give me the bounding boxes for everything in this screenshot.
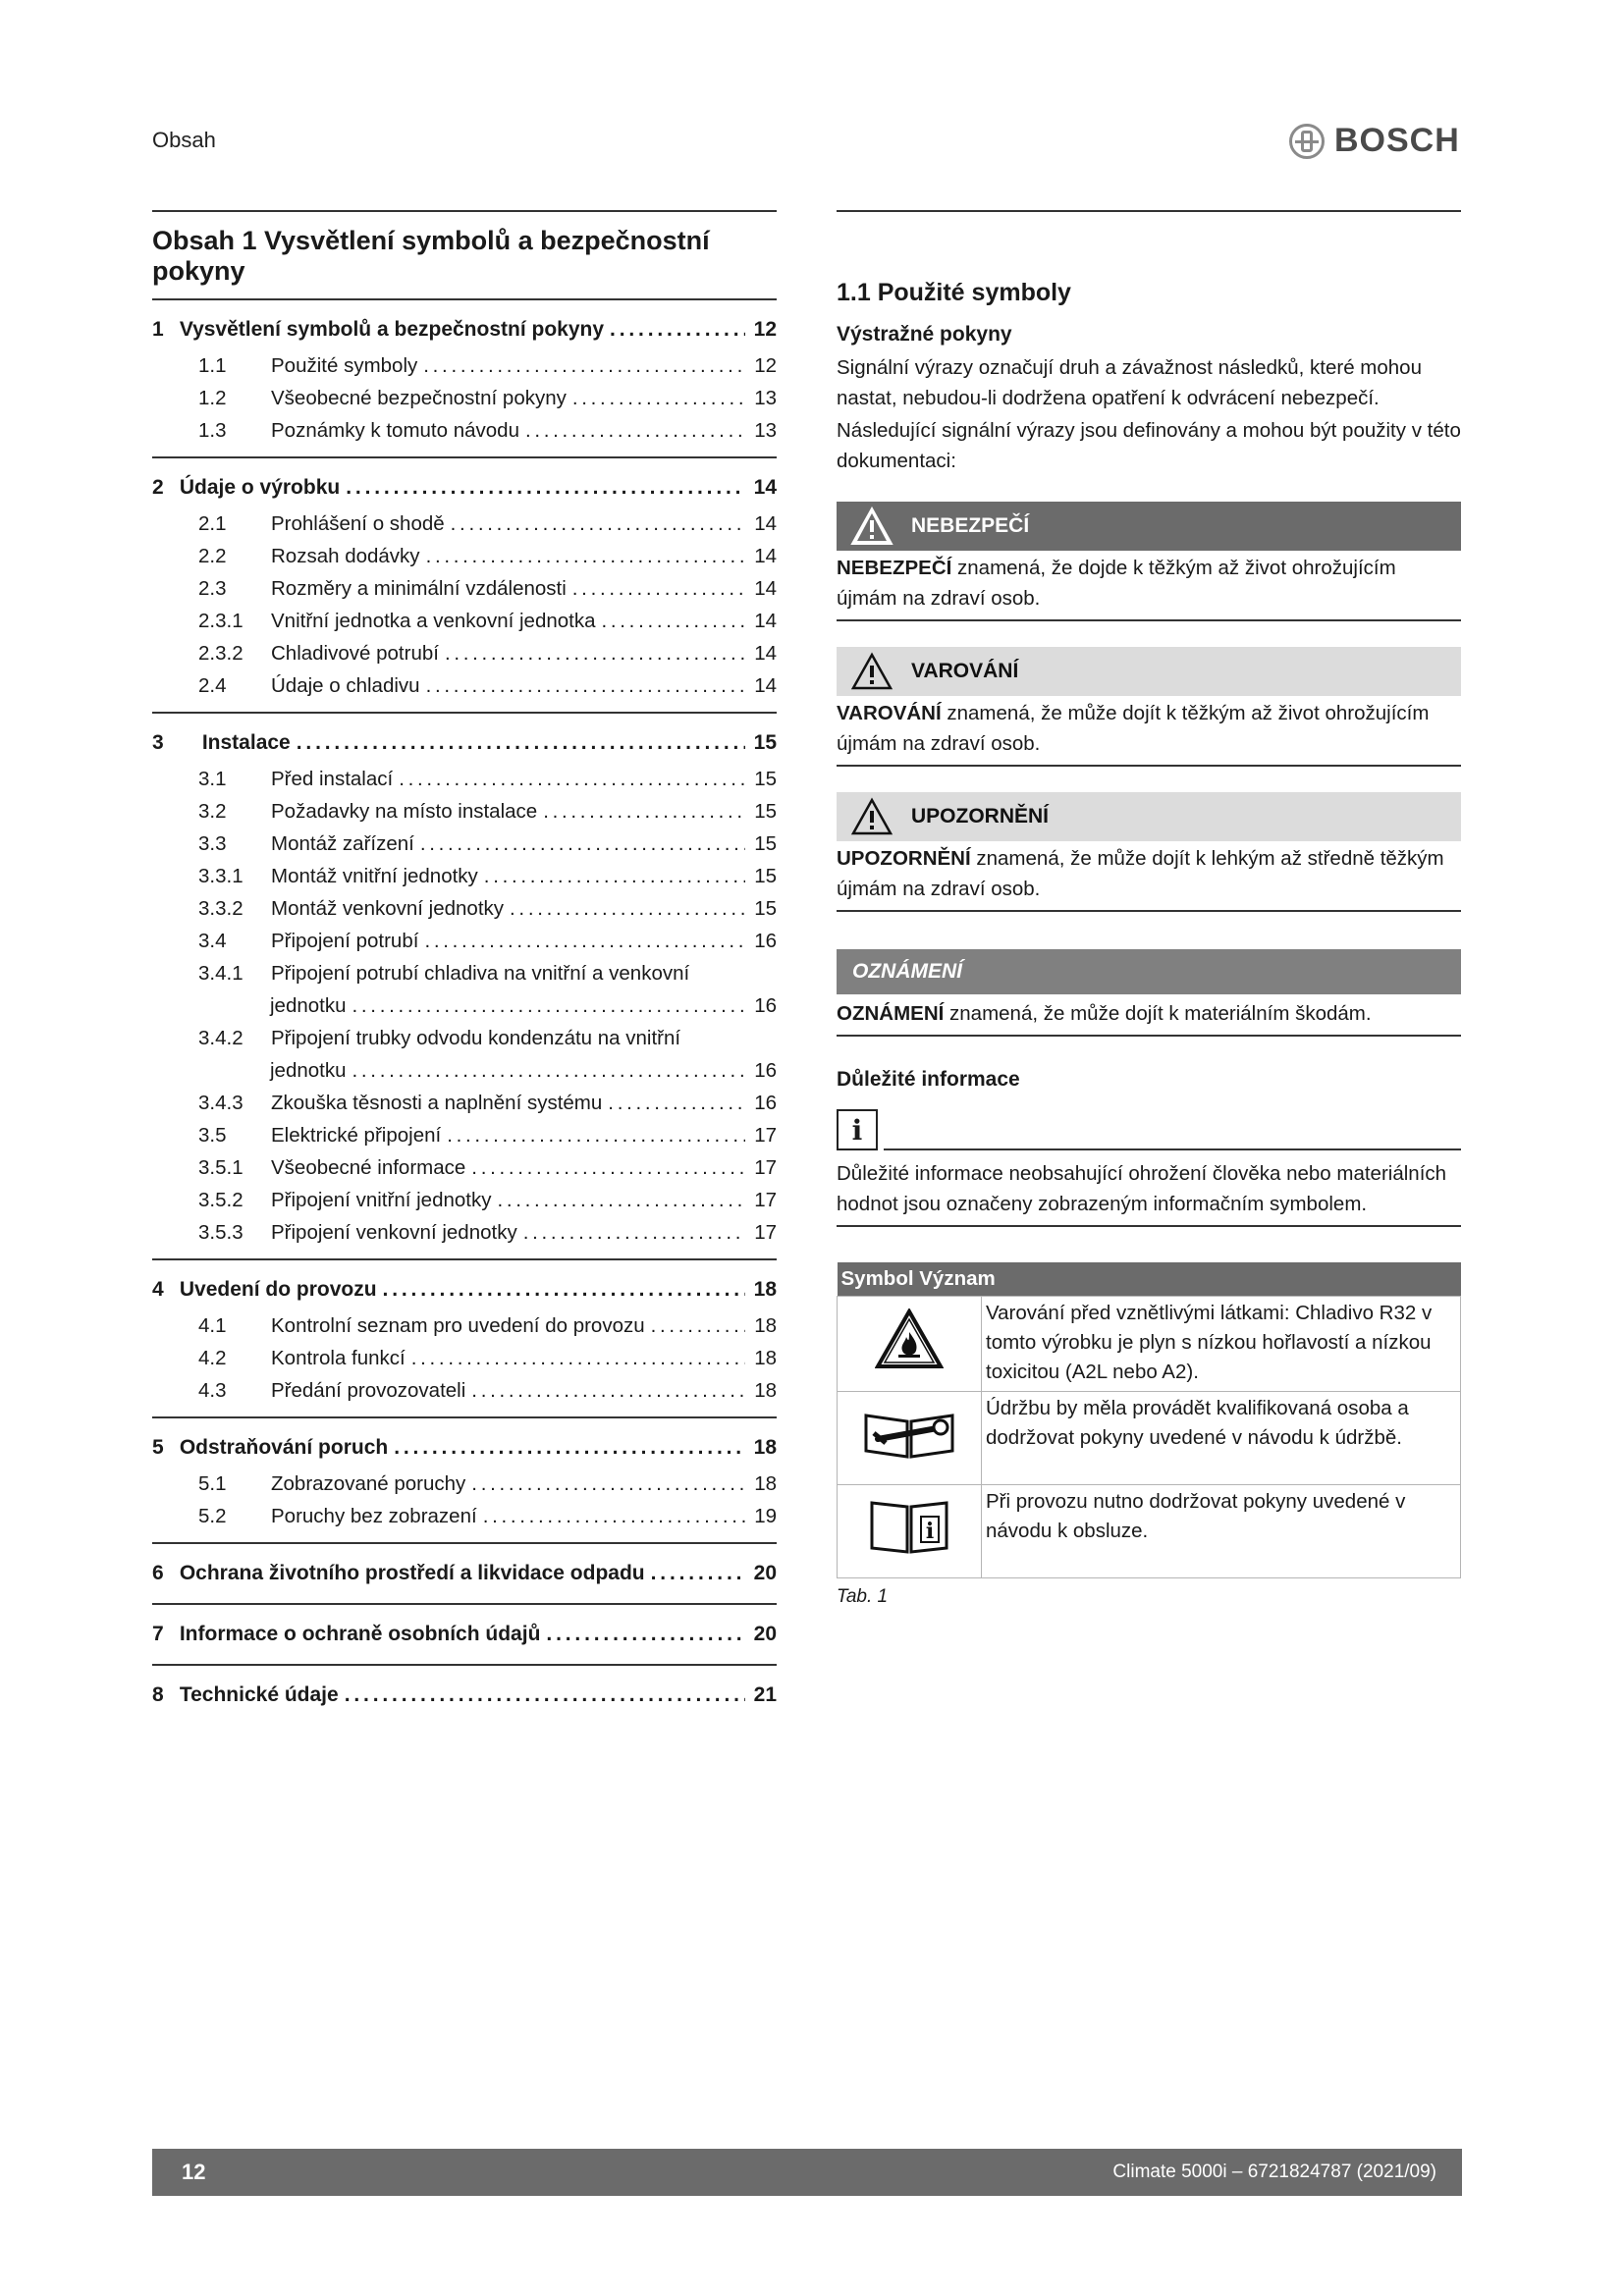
info-symbol-row: [837, 1109, 1461, 1150]
toc-chapter-title: Technické údaje: [179, 1683, 339, 1706]
toc-leader-dots: [651, 1554, 745, 1593]
toc-subsection-number: 1.2: [198, 387, 227, 409]
toc-page-number: 17: [754, 1189, 777, 1211]
table-row: [838, 1392, 1461, 1485]
toc-subsection-title: Montáž venkovní jednotky: [271, 897, 505, 920]
toc-subsection-entry[interactable]: [152, 414, 777, 447]
toc-section: [152, 300, 777, 458]
toc-subsection-number: 1.3: [198, 419, 227, 442]
notice-label: OZNÁMENÍ: [852, 960, 962, 983]
table-of-contents: [152, 210, 777, 1725]
toc-chapter-number: 6: [152, 1562, 164, 1584]
toc-leader-dots: [483, 1500, 745, 1532]
toc-leader-dots: [471, 1374, 745, 1407]
toc-leader-dots: [572, 382, 745, 414]
toc-chapter-title: Informace o ochraně osobních údajů: [179, 1623, 541, 1645]
toc-subsection-title: Rozměry a minimální vzdálenosti: [271, 577, 567, 600]
toc-leader-dots: [610, 310, 745, 349]
toc-page-number: 13: [754, 419, 777, 442]
toc-section: [152, 714, 777, 1260]
page-footer: [152, 2149, 1462, 2196]
toc-subsection-entry[interactable]: [152, 1087, 777, 1119]
warning-triangle-icon: [850, 652, 893, 691]
warning-triangle-icon: [850, 507, 893, 546]
toc-subsection-title: Požadavky na místo instalace: [271, 800, 538, 823]
toc-leader-dots: [345, 1676, 745, 1715]
toc-subsection-entry[interactable]: [152, 925, 777, 957]
toc-chapter-title: Vysvětlení symbolů a bezpečnostní pokyny: [179, 318, 605, 341]
table-row: [838, 1485, 1461, 1578]
toc-subsection-entry[interactable]: [152, 507, 777, 540]
toc-subsection-number: 5.1: [198, 1472, 227, 1495]
toc-page-number: 15: [754, 832, 777, 855]
toc-leader-dots: [608, 1087, 745, 1119]
important-text: Důležité informace neobsahující ohrožení člověka nebo materiálních hodnot jsou označeny zobrazeným informačním symbolem.: [837, 1158, 1461, 1227]
toc-section: [152, 1666, 777, 1725]
toc-subsection-number: 3.4: [198, 930, 227, 952]
symbol-cell: [838, 1485, 982, 1578]
warning-description: znamená, že může dojít k těžkým až život ohrožujícím újmám na zdraví osob.: [837, 702, 1430, 755]
toc-leader-dots: [297, 723, 745, 763]
toc-page-number: 16: [754, 1092, 777, 1114]
toc-leader-dots: [383, 1270, 745, 1309]
toc-subsection-entry[interactable]: [152, 763, 777, 795]
toc-subsection-number: 5.2: [198, 1505, 227, 1527]
toc-subsection-entry[interactable]: [152, 860, 777, 892]
document-id: Climate 5000i – 6721824787 (2021/09): [1112, 2162, 1436, 2182]
caution-term: UPOZORNĚNÍ: [837, 847, 971, 870]
toc-subsection-title: Předání provozovateli: [271, 1379, 466, 1402]
toc-chapter-entry[interactable]: [152, 723, 777, 763]
toc-subsection-entry[interactable]: [152, 605, 777, 637]
toc-subsection-number: 3.1: [198, 768, 227, 790]
service-manual-icon: [860, 1406, 958, 1461]
toc-leader-dots: [423, 349, 745, 382]
warning-triangle-icon: [850, 797, 893, 836]
toc-subsection-title: Montáž vnitřní jednotky: [271, 865, 478, 887]
toc-subsection-title: Rozsah dodávky: [271, 545, 420, 567]
caution-label: UPOZORNĚNÍ: [911, 805, 1050, 828]
toc-chapter-title: Údaje o výrobku: [179, 476, 341, 499]
toc-subsection-number: 3.2: [198, 800, 227, 823]
danger-term: NEBEZPEČÍ: [837, 557, 952, 579]
toc-subsection-number: 1.1: [198, 354, 227, 377]
toc-subsection-number: 3.3.1: [198, 865, 244, 887]
table-header-row: [838, 1262, 1461, 1297]
table-caption: Tab. 1: [837, 1586, 889, 1607]
toc-page-number: 18: [753, 1436, 777, 1459]
flammable-warning-icon: [875, 1308, 944, 1369]
toc-page-number: 14: [754, 674, 777, 697]
toc-subsection-entry[interactable]: [152, 1468, 777, 1500]
toc-subsection-title: Kontrola funkcí: [271, 1347, 406, 1369]
toc-subsection-entry[interactable]: [152, 1500, 777, 1532]
caution-bar: [837, 792, 1461, 841]
toc-page-number: 14: [754, 577, 777, 600]
toc-leader-dots: [426, 669, 745, 702]
toc-subsection-number: 2.3.1: [198, 610, 244, 632]
toc-page-number: 13: [754, 387, 777, 409]
toc-subsection-continuation[interactable]: [152, 1054, 777, 1087]
toc-subsection-entry[interactable]: [152, 669, 777, 702]
toc-page-number: 15: [753, 731, 777, 754]
warning-label: VAROVÁNÍ: [911, 660, 1019, 682]
meaning-cell: Údržbu by měla provádět kvalifikovaná osoba a dodržovat pokyny uvedené v návodu k údržbě.: [982, 1392, 1461, 1485]
danger-label: NEBEZPEČÍ: [911, 514, 1030, 537]
toc-leader-dots: [352, 1054, 745, 1087]
col-symbol-header: Symbol: [840, 1267, 914, 1290]
toc-leader-dots: [394, 1428, 745, 1468]
toc-section: [152, 1544, 777, 1605]
toc-subsection-title: Montáž zařízení: [271, 832, 414, 855]
toc-page-number: 18: [754, 1347, 777, 1369]
toc-chapter-number: 8: [152, 1683, 164, 1706]
toc-subsection-entry[interactable]: [152, 382, 777, 414]
symbol-cell: [838, 1392, 982, 1485]
toc-section: [152, 1260, 777, 1418]
toc-leader-dots: [543, 795, 745, 828]
warnings-heading: Výstražné pokyny: [837, 323, 1012, 346]
toc-subsection-entry[interactable]: [152, 795, 777, 828]
toc-leader-dots: [651, 1309, 745, 1342]
toc-subsection-entry[interactable]: [152, 1119, 777, 1151]
toc-subsection-title-continued: jednotku: [270, 994, 347, 1017]
toc-page-number: 21: [753, 1683, 777, 1706]
toc-page-number: 12: [753, 318, 777, 341]
toc-subsection-entry[interactable]: [152, 1309, 777, 1342]
toc-subsection-title: Elektrické připojení: [271, 1124, 442, 1147]
toc-subsection-entry[interactable]: [152, 1151, 777, 1184]
toc-chapter-entry[interactable]: [152, 1270, 777, 1309]
toc-body: [152, 300, 777, 1725]
toc-subsection-entry[interactable]: [152, 892, 777, 925]
notice-term: OZNÁMENÍ: [837, 1002, 945, 1025]
toc-section: [152, 1605, 777, 1666]
toc-chapter-entry[interactable]: [152, 1554, 777, 1593]
toc-subsection-number: 2.3: [198, 577, 227, 600]
toc-subsection-entry[interactable]: [152, 957, 777, 989]
warning-term: VAROVÁNÍ: [837, 702, 942, 724]
toc-page-number: 14: [754, 545, 777, 567]
toc-chapter-title: Instalace: [201, 731, 291, 754]
toc-subsection-title: Všeobecné bezpečnostní pokyny: [271, 387, 567, 409]
toc-leader-dots: [411, 1342, 745, 1374]
toc-subsection-title: Připojení potrubí chladiva na vnitřní a venkovní: [271, 962, 690, 985]
toc-leader-dots: [525, 414, 745, 447]
warning-text: [837, 696, 1461, 767]
toc-subsection-number: 4.3: [198, 1379, 227, 1402]
toc-subsection-title: Připojení venkovní jednotky: [271, 1221, 517, 1244]
toc-page-number: 20: [753, 1562, 777, 1584]
toc-leader-dots: [602, 605, 746, 637]
toc-subsection-number: 3.4.3: [198, 1092, 244, 1114]
toc-subsection-entry[interactable]: [152, 1022, 777, 1054]
toc-page-number: 14: [754, 512, 777, 535]
toc-page-number: 16: [754, 930, 777, 952]
toc-subsection-title: Poznámky k tomuto návodu: [271, 419, 519, 442]
toc-subsection-title: Před instalací: [271, 768, 394, 790]
toc-leader-dots: [497, 1184, 745, 1216]
toc-leader-dots: [352, 989, 745, 1022]
bosch-armature-icon: [1289, 124, 1325, 159]
important-heading: Důležité informace: [837, 1068, 1020, 1091]
toc-subsection-continuation[interactable]: [152, 989, 777, 1022]
toc-subsection-entry[interactable]: [152, 1342, 777, 1374]
toc-subsection-entry[interactable]: [152, 1216, 777, 1249]
toc-leader-dots: [510, 892, 745, 925]
table-row: [838, 1297, 1461, 1392]
toc-page-number: 15: [754, 800, 777, 823]
toc-subsection-title: Údaje o chladivu: [271, 674, 420, 697]
toc-subsection-number: 2.2: [198, 545, 227, 567]
toc-chapter-title: Uvedení do provozu: [179, 1278, 377, 1301]
meaning-cell: Varování před vznětlivými látkami: Chladivo R32 v tomto výrobku je plyn s nízkou hořlavostí a nízkou toxicitou (A2L nebo A2).: [982, 1297, 1461, 1392]
toc-chapter-entry[interactable]: [152, 468, 777, 507]
notice-text: [837, 994, 1461, 1037]
toc-chapter-title: Ochrana životního prostředí a likvidace odpadu: [179, 1562, 645, 1584]
toc-chapter-number: 4: [152, 1278, 164, 1301]
toc-subsection-number: 3.5.1: [198, 1156, 244, 1179]
toc-subsection-number: 3.4.1: [198, 962, 244, 985]
toc-section: [152, 458, 777, 714]
toc-leader-dots: [471, 1468, 745, 1500]
toc-page-number: 18: [754, 1472, 777, 1495]
toc-subsection-title: Poruchy bez zobrazení: [271, 1505, 477, 1527]
toc-page-number: 12: [754, 354, 777, 377]
toc-page-number: 17: [754, 1221, 777, 1244]
toc-subsection-title: Použité symboly: [271, 354, 418, 377]
toc-subsection-entry[interactable]: [152, 349, 777, 382]
toc-page-number: 15: [754, 865, 777, 887]
toc-page-number: 18: [753, 1278, 777, 1301]
toc-leader-dots: [471, 1151, 745, 1184]
symbols-table: [837, 1262, 1461, 1578]
caution-text: [837, 841, 1461, 912]
toc-subsection-title: Chladivové potrubí: [271, 642, 439, 665]
toc-page-number: 14: [753, 476, 777, 499]
bosch-logo: [1289, 122, 1460, 160]
running-header: Obsah: [152, 128, 216, 152]
toc-leader-dots: [451, 507, 745, 540]
toc-chapter-number: 1: [152, 318, 164, 341]
toc-leader-dots: [346, 468, 745, 507]
toc-subsection-number: 2.3.2: [198, 642, 244, 665]
toc-subsection-title: Vnitřní jednotka a venkovní jednotka: [271, 610, 596, 632]
notice-bar: [837, 949, 1461, 994]
toc-leader-dots: [445, 637, 745, 669]
toc-leader-dots: [484, 860, 745, 892]
toc-subsection-title: Připojení trubky odvodu kondenzátu na vnitřní: [271, 1027, 681, 1049]
toc-page-number: 19: [754, 1505, 777, 1527]
toc-leader-dots: [424, 925, 745, 957]
toc-chapter-number: 2: [152, 476, 164, 499]
symbols-section: [837, 210, 1461, 1608]
toc-subsection-number: 3.5: [198, 1124, 227, 1147]
toc-subsection-number: 3.3.2: [198, 897, 244, 920]
caution-description: znamená, že může dojít k lehkým až středně těžkým újmám na zdraví osob.: [837, 847, 1444, 900]
toc-page-number: 18: [754, 1379, 777, 1402]
toc-leader-dots: [523, 1216, 745, 1249]
toc-subsection-title: Prohlášení o shodě: [271, 512, 445, 535]
toc-subsection-title: Všeobecné informace: [271, 1156, 466, 1179]
toc-subsection-entry[interactable]: [152, 1374, 777, 1407]
toc-page-number: 20: [753, 1623, 777, 1645]
toc-leader-dots: [426, 540, 745, 572]
toc-subsection-title: Zkouška těsnosti a naplnění systému: [271, 1092, 603, 1114]
toc-chapter-entry[interactable]: [152, 1615, 777, 1654]
toc-subsection-title-continued: jednotku: [270, 1059, 347, 1082]
intro-paragraph-1: Signální výrazy označují druh a závažnost následků, které mohou nastat, nebudou-li dodržena opatření k odvrácení nebezpečí.: [837, 356, 1422, 409]
toc-page-number: 17: [754, 1156, 777, 1179]
toc-subsection-number: 2.4: [198, 674, 227, 697]
meaning-cell: Při provozu nutno dodržovat pokyny uvedené v návodu k obsluze.: [982, 1485, 1461, 1578]
toc-page-number: 18: [754, 1314, 777, 1337]
page-number: 12: [182, 2160, 206, 2184]
toc-subsection-title: Zobrazované poruchy: [271, 1472, 466, 1495]
toc-page-number: 16: [754, 1059, 777, 1082]
toc-leader-dots: [399, 763, 745, 795]
toc-subsection-number: 3.5.3: [198, 1221, 244, 1244]
col-meaning-header: Význam: [919, 1267, 996, 1290]
toc-chapter-number: 5: [152, 1436, 164, 1459]
toc-subsection-number: 4.1: [198, 1314, 227, 1337]
toc-page-number: 14: [754, 642, 777, 665]
toc-chapter-title: Odstraňování poruch: [179, 1436, 389, 1459]
danger-bar: [837, 502, 1461, 551]
notice-description: znamená, že může dojít k materiálním škodám.: [944, 1002, 1372, 1025]
warning-bar: [837, 647, 1461, 696]
toc-subsection-number: 3.4.2: [198, 1027, 244, 1049]
toc-subsection-number: 3.3: [198, 832, 227, 855]
toc-subsection-title: Připojení vnitřní jednotky: [271, 1189, 492, 1211]
table-header: [838, 1262, 1461, 1297]
toc-page-number: 14: [754, 610, 777, 632]
toc-subsection-entry[interactable]: [152, 637, 777, 669]
toc-chapter-entry[interactable]: [152, 1428, 777, 1468]
toc-subsection-entry[interactable]: [152, 572, 777, 605]
toc-subsection-title: Kontrolní seznam pro uvedení do provozu: [271, 1314, 645, 1337]
toc-subsection-number: 4.2: [198, 1347, 227, 1369]
toc-section: [152, 1418, 777, 1544]
toc-chapter-entry[interactable]: [152, 310, 777, 349]
svg-text:i: i: [925, 1518, 935, 1544]
toc-chapter-entry[interactable]: [152, 1676, 777, 1715]
danger-text: [837, 551, 1461, 621]
toc-leader-dots: [420, 828, 745, 860]
toc-title: Obsah 1 Vysvětlení symbolů a bezpečnostní pokyny: [152, 212, 777, 300]
operating-manual-icon: [868, 1497, 950, 1556]
symbol-cell: [838, 1297, 982, 1392]
toc-leader-dots: [546, 1615, 745, 1654]
toc-leader-dots: [572, 572, 745, 605]
toc-subsection-number: 2.1: [198, 512, 227, 535]
toc-leader-dots: [447, 1119, 745, 1151]
intro-paragraph-2: Následující signální výrazy jsou definovány a mohou být použity v této dokumentaci:: [837, 419, 1461, 472]
toc-chapter-number: 7: [152, 1623, 164, 1645]
toc-subsection-entry[interactable]: [152, 540, 777, 572]
toc-subsection-entry[interactable]: [152, 1184, 777, 1216]
section-heading: 1.1 Použité symboly: [837, 279, 1071, 306]
toc-page-number: 15: [754, 897, 777, 920]
brand-name: BOSCH: [1334, 122, 1460, 159]
toc-page-number: 16: [754, 994, 777, 1017]
toc-subsection-entry[interactable]: [152, 828, 777, 860]
info-icon: i: [837, 1109, 878, 1150]
danger-description: znamená, že dojde k těžkým až život ohrožujícím újmám na zdraví osob.: [837, 557, 1396, 610]
toc-page-number: 17: [754, 1124, 777, 1147]
toc-chapter-number: 3: [152, 731, 164, 754]
toc-subsection-number: 3.5.2: [198, 1189, 244, 1211]
toc-page-number: 15: [754, 768, 777, 790]
toc-subsection-title: Připojení potrubí: [271, 930, 419, 952]
